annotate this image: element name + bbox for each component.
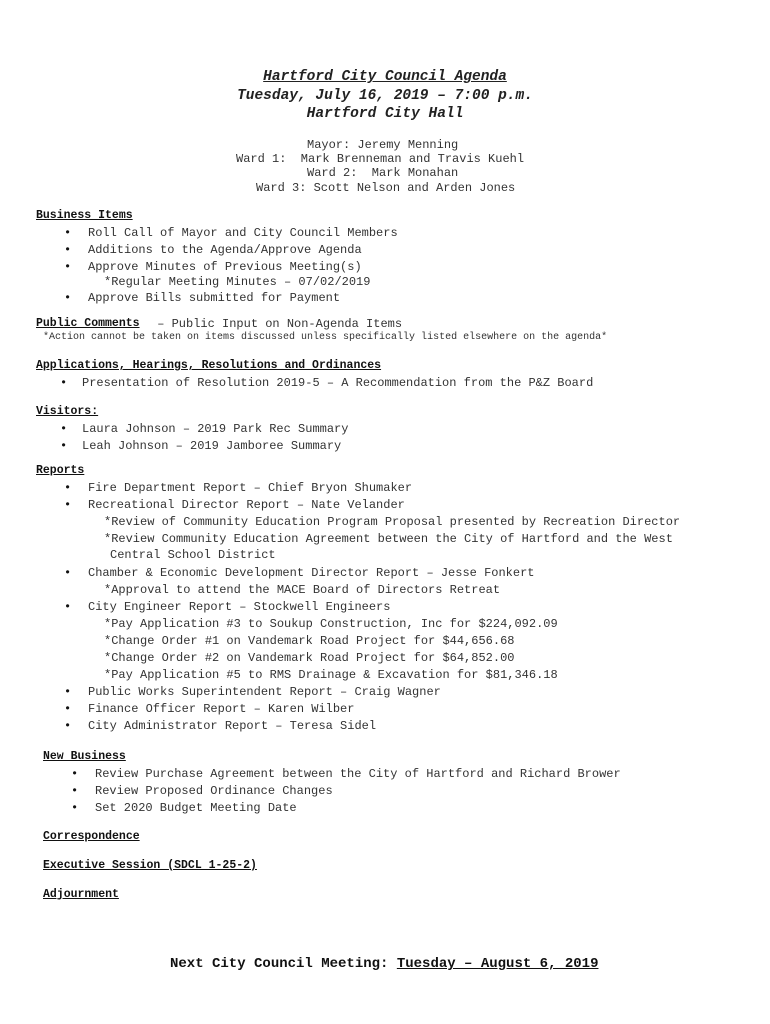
bullet-icon: • — [71, 784, 79, 798]
list-sub-item: *Review Community Education Agreement between the City of Hartford and the West — [104, 532, 673, 546]
bullet-icon: • — [64, 600, 72, 614]
next-meeting — [170, 956, 598, 972]
meeting-date: Tuesday, July 16, 2019 – 7:00 p.m. — [237, 88, 533, 104]
bullet-icon: • — [64, 260, 72, 274]
applications-heading: Applications, Hearings, Resolutions and Ordinances — [36, 359, 382, 372]
list-item: Laura Johnson – 2019 Park Rec Summary — [82, 422, 349, 436]
list-item: City Engineer Report – Stockwell Engineers — [88, 600, 391, 614]
list-sub-item: *Review of Community Education Program Proposal presented by Recreation Director — [104, 515, 681, 529]
list-item: Finance Officer Report – Karen Wilber — [88, 702, 355, 716]
list-item: Approve Minutes of Previous Meeting(s) — [88, 260, 362, 274]
official-ward-1: Ward 1: Mark Brenneman and Travis Kuehl — [236, 152, 525, 166]
official-ward-2: Ward 2: Mark Monahan — [307, 166, 459, 180]
bullet-icon: • — [64, 291, 72, 305]
bullet-icon: • — [64, 243, 72, 257]
bullet-icon: • — [64, 498, 72, 512]
list-sub-item: *Change Order #2 on Vandemark Road Project for $64,852.00 — [104, 651, 515, 665]
list-sub-item: *Pay Application #3 to Soukup Construction, Inc for $224,092.09 — [104, 617, 558, 631]
business-items-heading: Business Items — [36, 209, 133, 222]
bullet-icon: • — [64, 481, 72, 495]
list-item: Presentation of Resolution 2019-5 – A Recommendation from the P&Z Board — [82, 376, 594, 390]
list-item: Review Proposed Ordinance Changes — [95, 784, 333, 798]
visitors-heading: Visitors: — [36, 405, 99, 418]
list-item: Recreational Director Report – Nate Velander — [88, 498, 405, 512]
list-item: Fire Department Report – Chief Bryon Shumaker — [88, 481, 413, 495]
bullet-icon: • — [64, 685, 72, 699]
public-comments-heading: Public Comments — [36, 317, 140, 330]
public-comments-text: – Public Input on Non-Agenda Items — [150, 317, 403, 331]
bullet-icon: • — [64, 566, 72, 580]
public-comments-note: *Action cannot be taken on items discussed unless specifically listed elsewhere on the agenda* — [43, 332, 608, 343]
bullet-icon: • — [64, 226, 72, 240]
next-meeting-label: Next City Council Meeting: — [170, 956, 397, 972]
list-sub-item: Central School District — [110, 548, 276, 562]
new-business-heading: New Business — [43, 750, 126, 763]
list-item: City Administrator Report – Teresa Sidel — [88, 719, 377, 733]
adjournment-heading: Adjournment — [43, 888, 119, 901]
bullet-icon: • — [60, 439, 68, 453]
list-sub-item: *Regular Meeting Minutes – 07/02/2019 — [104, 275, 371, 289]
list-item: Chamber & Economic Development Director Report – Jesse Fonkert — [88, 566, 535, 580]
agenda-title: Hartford City Council Agenda — [263, 69, 507, 85]
executive-session-heading: Executive Session (SDCL 1-25-2) — [43, 859, 257, 872]
list-item: Approve Bills submitted for Payment — [88, 291, 341, 305]
list-item: Set 2020 Budget Meeting Date — [95, 801, 297, 815]
next-meeting-date: Tuesday – August 6, 2019 — [396, 956, 599, 972]
bullet-icon: • — [71, 767, 79, 781]
bullet-icon: • — [71, 801, 79, 815]
correspondence-heading: Correspondence — [43, 830, 140, 843]
list-sub-item: *Approval to attend the MACE Board of Directors Retreat — [104, 583, 501, 597]
meeting-venue: Hartford City Hall — [306, 106, 464, 122]
reports-heading: Reports — [36, 464, 85, 477]
official-ward-3: Ward 3: Scott Nelson and Arden Jones — [256, 181, 516, 195]
bullet-icon: • — [64, 719, 72, 733]
bullet-icon: • — [60, 422, 68, 436]
bullet-icon: • — [60, 376, 68, 390]
list-sub-item: *Change Order #1 on Vandemark Road Project for $44,656.68 — [104, 634, 515, 648]
list-item: Public Works Superintendent Report – Craig Wagner — [88, 685, 441, 699]
list-sub-item: *Pay Application #5 to RMS Drainage & Excavation for $81,346.18 — [104, 668, 558, 682]
list-item: Additions to the Agenda/Approve Agenda — [88, 243, 362, 257]
list-item: Roll Call of Mayor and City Council Members — [88, 226, 398, 240]
list-item: Leah Johnson – 2019 Jamboree Summary — [82, 439, 342, 453]
list-item: Review Purchase Agreement between the City of Hartford and Richard Brower — [95, 767, 621, 781]
official-mayor: Mayor: Jeremy Menning — [307, 138, 459, 152]
bullet-icon: • — [64, 702, 72, 716]
